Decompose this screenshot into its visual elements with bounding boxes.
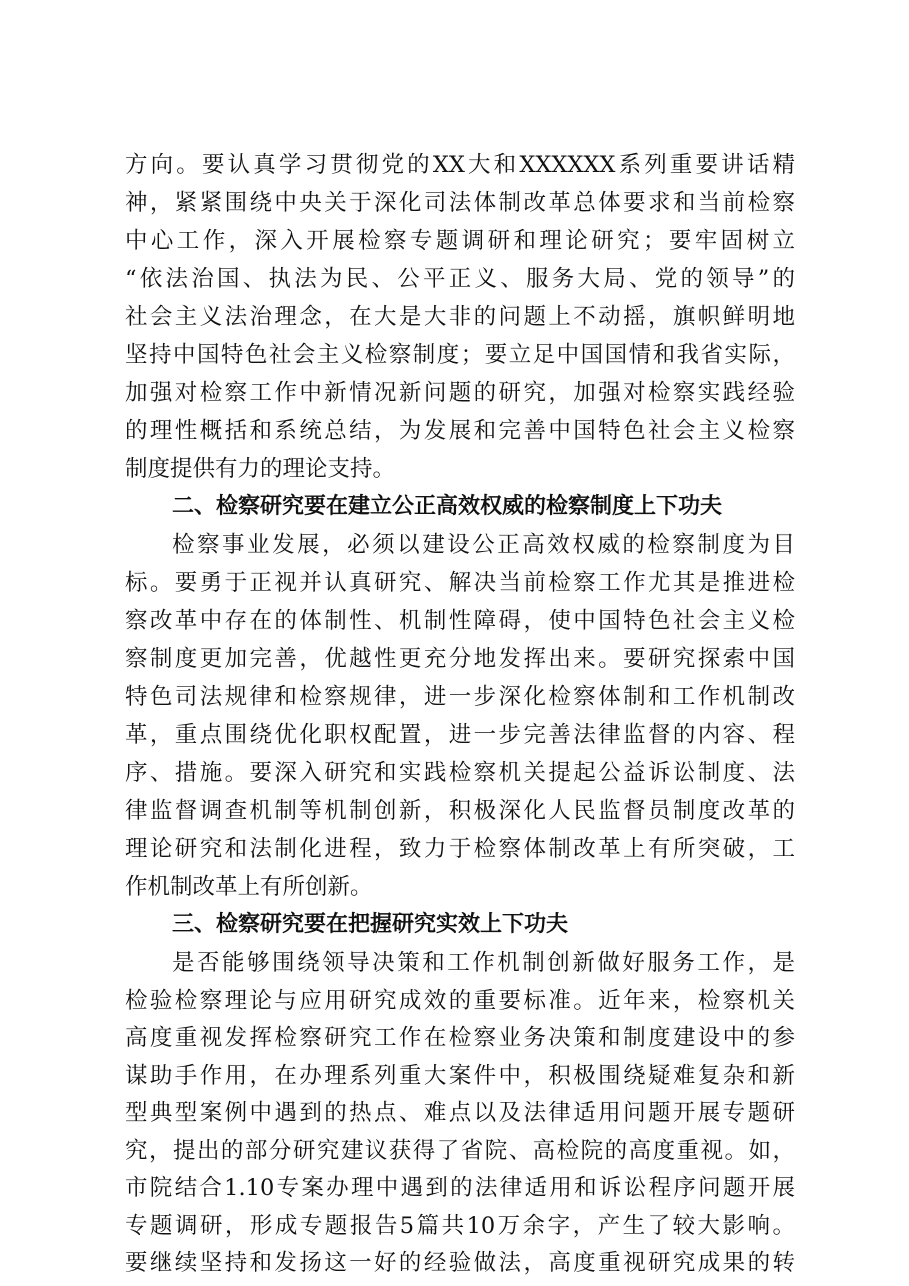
paragraph-1-line: 加强对检察工作中新情况新问题的研究，加强对检察实践经验	[125, 380, 795, 406]
paragraph-2-line: 特色司法规律和检察规律，进一步深化检察体制和工作机制改	[125, 684, 795, 710]
paragraph-3-line: 型典型案例中遇到的热点、难点以及法律适用问题开展专题研	[125, 1100, 795, 1126]
paragraph-2-line: 理论研究和法制化进程，致力于检察体制改革上有所突破，工	[125, 836, 795, 862]
paragraph-3-line: 是否能够围绕领导决策和工作机制创新做好服务工作，是	[172, 950, 795, 976]
paragraph-1-line: 方向。要认真学习贯彻党的XX大和XXXXXX系列重要讲话精	[125, 152, 795, 178]
paragraph-2-line: 察改革中存在的体制性、机制性障碍，使中国特色社会主义检	[125, 608, 795, 634]
paragraph-1-line: “依法治国、执法为民、公平正义、服务大局、党的领导”的	[125, 266, 795, 292]
paragraph-3-line: 检验检察理论与应用研究成效的重要标准。近年来，检察机关	[125, 987, 795, 1014]
paragraph-1-line: 社会主义法治理念，在大是大非的问题上不动摇，旗帜鲜明地	[125, 304, 795, 330]
paragraph-3-line: 谋助手作用，在办理系列重大案件中，积极围绕疑难复杂和新	[125, 1062, 795, 1089]
paragraph-2-line: 律监督调查机制等机制创新，积极深化人民监督员制度改革的	[125, 798, 795, 824]
paragraph-3-line: 高度重视发挥检察研究工作在检察业务决策和制度建设中的参	[125, 1025, 795, 1051]
paragraph-1-line: 神，紧紧围绕中央关于深化司法体制改革总体要求和当前检察	[125, 190, 795, 216]
section-heading-3: 三、检察研究要在把握研究实效上下功夫	[172, 912, 569, 937]
paragraph-1-line: 的理性概括和系统总结，为发展和完善中国特色社会主义检察	[125, 418, 795, 444]
paragraph-3-line: 专题调研，形成专题报告5篇共10万余字，产生了较大影响。	[125, 1212, 795, 1239]
paragraph-1-line: 坚持中国特色社会主义检察制度；要立足中国国情和我省实际，	[125, 342, 795, 368]
paragraph-2-line: 检察事业发展，必须以建设公正高效权威的检察制度为目	[172, 532, 795, 558]
paragraph-3-line: 究，提出的部分研究建议获得了省院、高检院的高度重视。如，	[125, 1137, 795, 1164]
paragraph-2-line: 序、措施。要深入研究和实践检察机关提起公益诉讼制度、法	[125, 760, 795, 786]
paragraph-3-line: 市院结合1.10专案办理中遇到的法律适用和诉讼程序问题开展	[125, 1175, 795, 1201]
paragraph-2-line: 作机制改革上有所创新。	[125, 874, 373, 900]
paragraph-2-line: 察制度更加完善，优越性更充分地发挥出来。要研究探索中国	[125, 646, 795, 672]
paragraph-1-line: 中心工作，深入开展检察专题调研和理论研究；要牢固树立	[125, 228, 795, 254]
paragraph-3-line: 要继续坚持和发扬这一好的经验做法，高度重视研究成果的转	[125, 1250, 795, 1276]
paragraph-2-line: 革，重点围绕优化职权配置，进一步完善法律监督的内容、程	[125, 722, 795, 748]
paragraph-2-line: 标。要勇于正视并认真研究、解决当前检察工作尤其是推进检	[125, 570, 795, 596]
paragraph-1-line: 制度提供有力的理论支持。	[125, 456, 396, 482]
section-heading-2: 二、检察研究要在建立公正高效权威的检察制度上下功夫	[172, 494, 723, 519]
